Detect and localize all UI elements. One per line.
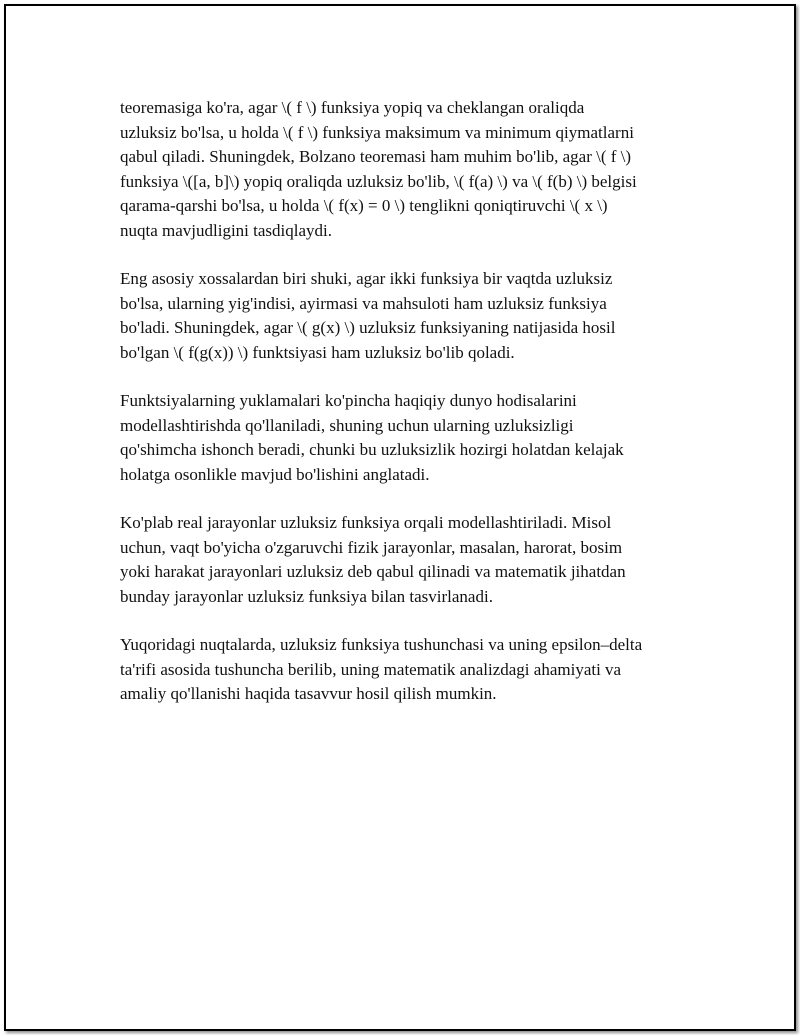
paragraph-5: Yuqoridagi nuqtalarda, uzluksiz funksiya tushunchasi va uning epsilon–delta ta'rifi asosida tushuncha berilib, uning matematik analizdagi ahamiyati va amaliy qo'llanishi haqida tasavvur hosil qilish mumkin. — [120, 635, 643, 703]
paragraph-4: Ko'plab real jarayonlar uzluksiz funksiya orqali modellashtiriladi. Misol uchun, vaqt bo'yicha o'zgaruvchi fizik jarayonlar, masalan, harorat, bosim yoki harakat jarayonlari uzluksiz deb qabul qilinadi va matematik jihatdan bunday jarayonlar uzluksiz funksiya bilan tasvirlanadi. — [120, 513, 626, 606]
document-body — [120, 96, 700, 731]
paragraph-3: Funktsiyalarning yuklamalari ko'pincha haqiqiy dunyo hodisalarini modellashtirishda qo'llaniladi, shuning uchun ularning uzluksizligi qo'shimcha ishonch beradi, chunki bu uzluksizlik hozirgi holatdan kelajak holatga osonlikle mavjud bo'lishini anglatadi. — [120, 391, 624, 484]
paragraph-1: teoremasiga ko'ra, agar \( f \) funksiya yopiq va cheklangan oraliqda uzluksiz bo'lsa, u holda \( f \) funksiya maksimum va minimum qiymatlarni qabul qiladi. Shuningdek, Bolzano teoremasi ham muhim bo'lib, agar \( f \) funksiya \([a, b]\) yopiq oraliqda uzluksiz bo'lib, \( f(a) \) va \( f(b) \) belgisi qarama-qarshi bo'lsa, u holda \( f(x) = 0 \) tenglikni qoniqtiruvchi \( x \) nuqta mavjudligini tasdiqlaydi. — [120, 98, 637, 240]
paragraph-2: Eng asosiy xossalardan biri shuki, agar ikki funksiya bir vaqtda uzluksiz bo'lsa, ularning yig'indisi, ayirmasi va mahsuloti ham uzluksiz funksiya bo'ladi. Shuningdek, agar \( g(x) \) uzluksiz funksiyaning natijasida hosil bo'lgan \( f(g(x)) \) funktsiyasi ham uzluksiz bo'lib qoladi. — [120, 269, 616, 362]
page-frame — [4, 4, 796, 1031]
